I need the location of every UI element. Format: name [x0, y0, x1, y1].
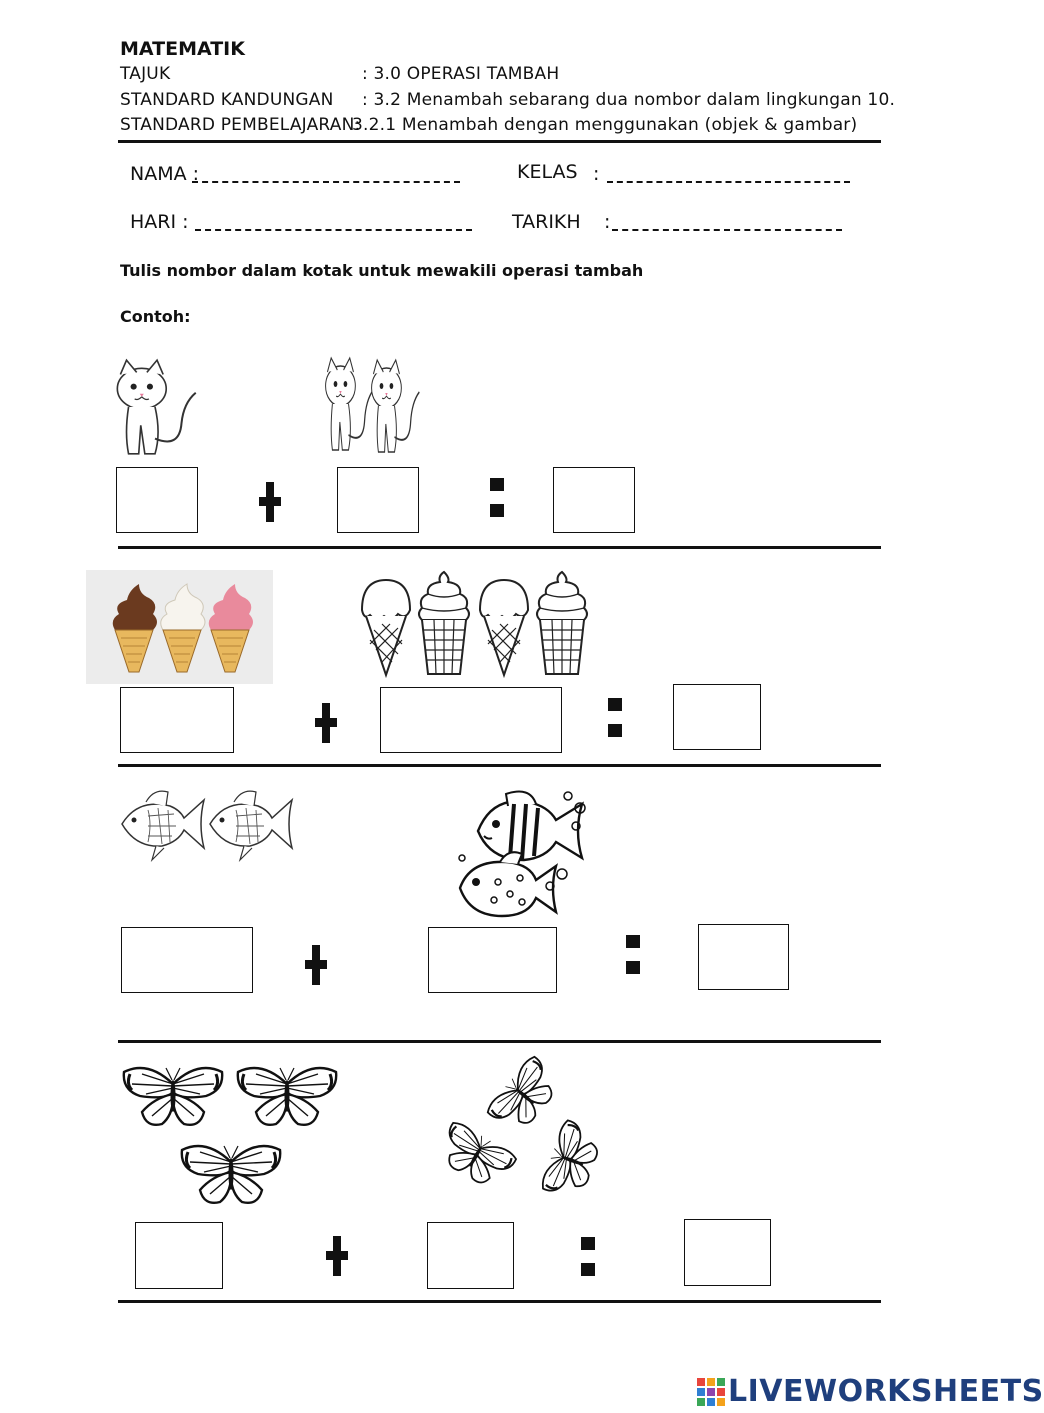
q3-answer-box-left[interactable]	[121, 927, 253, 993]
q4-answer-box-left[interactable]	[135, 1222, 223, 1289]
content-standard-value: : 3.2 Menambah sebarang dua nombor dalam lingkungan 10.	[362, 90, 896, 110]
day-field[interactable]	[195, 229, 472, 231]
brand-name[interactable]: LIVEWORKSHEETS	[728, 1374, 1044, 1409]
cat-image-left	[108, 352, 200, 464]
q3-answer-box-result[interactable]	[698, 924, 789, 990]
cats-image-right	[320, 346, 430, 464]
q2-answer-box-result[interactable]	[673, 684, 761, 750]
topic-label: TAJUK	[120, 64, 171, 84]
fish-image-right	[450, 786, 598, 922]
ice-cream-image-right	[356, 568, 592, 680]
date-colon: :	[604, 211, 611, 233]
equals-icon	[626, 935, 640, 975]
plus-icon	[326, 1236, 348, 1276]
name-field[interactable]	[192, 181, 460, 183]
name-label: NAMA :	[130, 163, 200, 185]
q1-answer-box-right[interactable]	[337, 467, 419, 533]
q3-answer-box-right[interactable]	[428, 927, 557, 993]
learning-standard-label: STANDARD PEMBELAJARAN:	[120, 115, 361, 135]
butterfly-image-left	[118, 1064, 342, 1214]
question-divider	[118, 764, 881, 767]
equals-icon	[608, 698, 622, 738]
question-divider	[118, 1300, 881, 1303]
q1-answer-box-result[interactable]	[553, 467, 635, 533]
date-field[interactable]	[612, 229, 842, 231]
class-label: KELAS	[517, 161, 578, 183]
header-divider	[118, 140, 881, 143]
question-divider	[118, 1040, 881, 1043]
fish-image-left	[118, 782, 298, 868]
instruction-text: Tulis nombor dalam kotak untuk mewakili operasi tambah	[120, 261, 644, 280]
q2-answer-box-left[interactable]	[120, 687, 234, 753]
q4-answer-box-right[interactable]	[427, 1222, 514, 1289]
subject-title: MATEMATIK	[120, 38, 245, 60]
example-label: Contoh:	[120, 307, 191, 326]
q2-answer-box-right[interactable]	[380, 687, 562, 753]
question-divider	[118, 546, 881, 549]
class-field[interactable]	[607, 181, 850, 183]
date-label: TARIKH	[512, 211, 581, 233]
day-label: HARI :	[130, 211, 189, 233]
class-colon: :	[593, 163, 600, 185]
equals-icon	[490, 478, 504, 518]
plus-icon	[305, 945, 327, 985]
ice-cream-image-left	[86, 570, 273, 684]
q1-answer-box-left[interactable]	[116, 467, 198, 533]
content-standard-label: STANDARD KANDUNGAN	[120, 90, 334, 110]
q4-answer-box-result[interactable]	[684, 1219, 771, 1286]
liveworksheets-logo-icon	[697, 1378, 725, 1406]
plus-icon	[259, 482, 281, 522]
butterfly-image-right	[434, 1062, 610, 1204]
equals-icon	[581, 1237, 595, 1277]
topic-value: : 3.0 OPERASI TAMBAH	[362, 64, 560, 84]
learning-standard-value: 3.2.1 Menambah dengan menggunakan (objek & gambar)	[352, 115, 858, 135]
plus-icon	[315, 703, 337, 743]
